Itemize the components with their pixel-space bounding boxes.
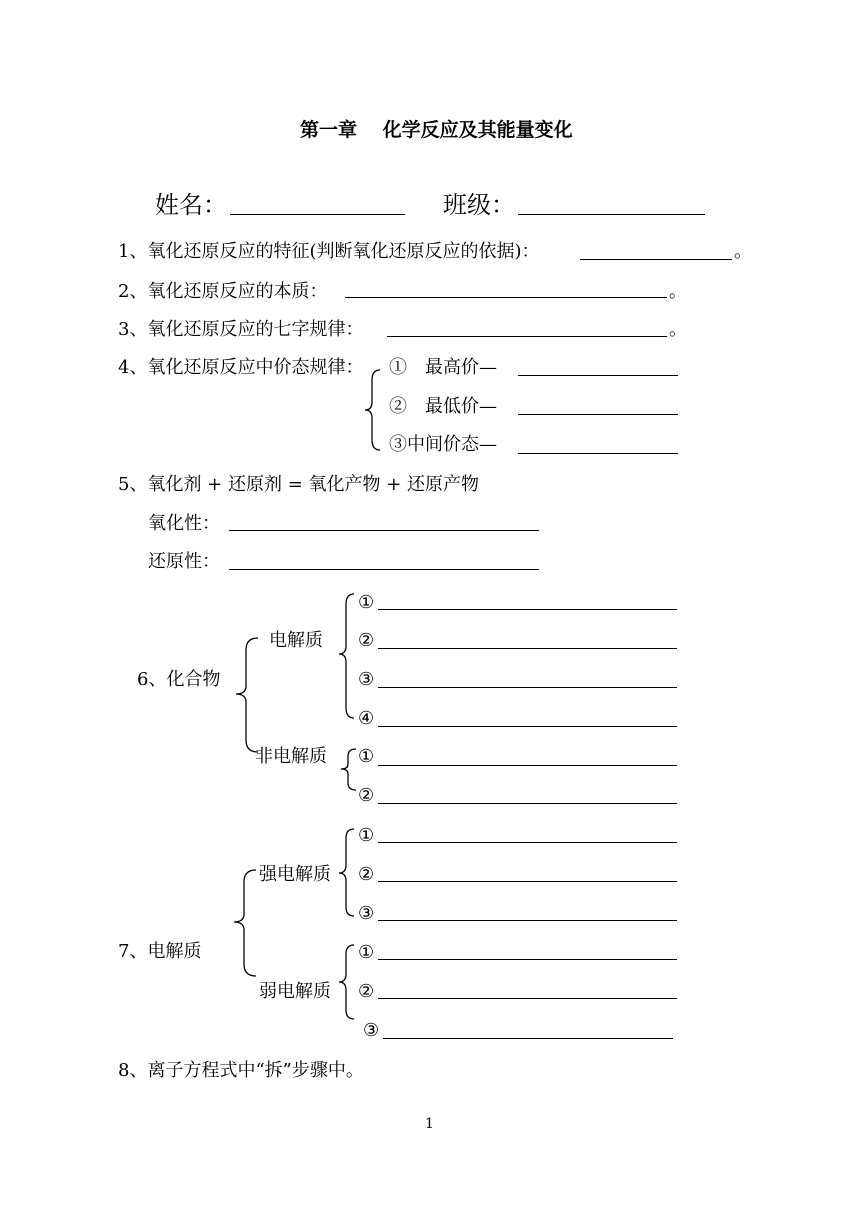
- question-2-end: 。: [669, 281, 687, 302]
- weak-answer-line-1[interactable]: [378, 959, 677, 960]
- q4-answer-line-3[interactable]: [518, 453, 678, 454]
- oxidizing-label: 氧化性：: [148, 513, 220, 534]
- question-5: 5、氧化剂 + 还原剂 = 氧化产物 + 还原产物: [118, 474, 480, 495]
- electrolyte-answer-line-4[interactable]: [378, 726, 677, 727]
- brace-q7-main: [230, 868, 260, 978]
- name-label: 姓名：: [155, 191, 227, 219]
- strong-answer-line-2[interactable]: [378, 881, 677, 882]
- weak-item-1: ①: [358, 942, 375, 963]
- reducing-label: 还原性：: [148, 551, 220, 572]
- name-field[interactable]: [230, 214, 405, 215]
- electrolyte-answer-line-2[interactable]: [378, 648, 677, 649]
- question-3: 3、氧化还原反应的七字规律：: [118, 319, 364, 340]
- question-1: 1、氧化还原反应的特征(判断氧化还原反应的依据)：: [118, 241, 540, 262]
- weak-electrolyte-label: 弱电解质: [259, 981, 331, 1002]
- answer-line-3[interactable]: [387, 336, 667, 337]
- electrolyte-item-1: ①: [358, 592, 375, 613]
- electrolyte-answer-line-1[interactable]: [378, 609, 677, 610]
- class-field[interactable]: [518, 214, 705, 215]
- question-7-label: 7、电解质: [118, 941, 202, 962]
- reducing-answer-line[interactable]: [229, 569, 539, 570]
- q4-item-2: ② 最低价—: [389, 396, 497, 417]
- nonelectrolyte-answer-line-2[interactable]: [378, 803, 677, 804]
- q4-answer-line-2[interactable]: [518, 414, 678, 415]
- weak-item-2: ②: [358, 981, 375, 1002]
- strong-item-2: ②: [358, 864, 375, 885]
- strong-electrolyte-label: 强电解质: [259, 864, 331, 885]
- question-4: 4、氧化还原反应中价态规律：: [118, 357, 364, 378]
- nonelectrolyte-answer-line-1[interactable]: [378, 765, 677, 766]
- strong-answer-line-3[interactable]: [378, 920, 677, 921]
- weak-answer-line-2[interactable]: [378, 998, 677, 999]
- class-label: 班级：: [443, 191, 515, 219]
- electrolyte-item-2: ②: [358, 630, 375, 651]
- brace-q7-weak: [336, 943, 358, 1023]
- electrolyte-label: 电解质: [269, 630, 323, 651]
- question-6-label: 6、化合物: [137, 669, 221, 690]
- brace-q6-nonelectrolyte: [338, 747, 360, 793]
- brace-q7-strong: [336, 827, 358, 919]
- nonelectrolyte-item-1: ①: [358, 746, 375, 767]
- strong-item-3: ③: [358, 903, 375, 924]
- question-1-end: 。: [734, 241, 752, 262]
- electrolyte-item-4: ④: [358, 708, 375, 729]
- page-number: 1: [425, 1116, 434, 1132]
- nonelectrolyte-label: 非电解质: [255, 746, 327, 767]
- q4-answer-line-1[interactable]: [518, 375, 678, 376]
- weak-answer-line-3[interactable]: [383, 1038, 673, 1039]
- electrolyte-item-3: ③: [358, 669, 375, 690]
- question-3-end: 。: [669, 319, 687, 340]
- nonelectrolyte-item-2: ②: [358, 785, 375, 806]
- brace-q4: [362, 368, 384, 452]
- answer-line-1[interactable]: [580, 259, 732, 260]
- answer-line-2[interactable]: [345, 297, 667, 298]
- question-2: 2、氧化还原反应的本质：: [118, 281, 328, 302]
- brace-q6-main: [232, 636, 262, 754]
- strong-answer-line-1[interactable]: [378, 842, 677, 843]
- q4-item-3: ③中间价态—: [389, 434, 497, 455]
- question-8: 8、离子方程式中“拆”步骤中。: [118, 1060, 364, 1081]
- oxidizing-answer-line[interactable]: [229, 530, 539, 531]
- brace-q6-electrolyte: [336, 592, 358, 722]
- weak-item-3: ③: [363, 1020, 380, 1041]
- strong-item-1: ①: [358, 825, 375, 846]
- electrolyte-answer-line-3[interactable]: [378, 687, 677, 688]
- page-title: 第一章 化学反应及其能量变化: [300, 119, 573, 141]
- q4-item-1: ① 最高价—: [389, 357, 497, 378]
